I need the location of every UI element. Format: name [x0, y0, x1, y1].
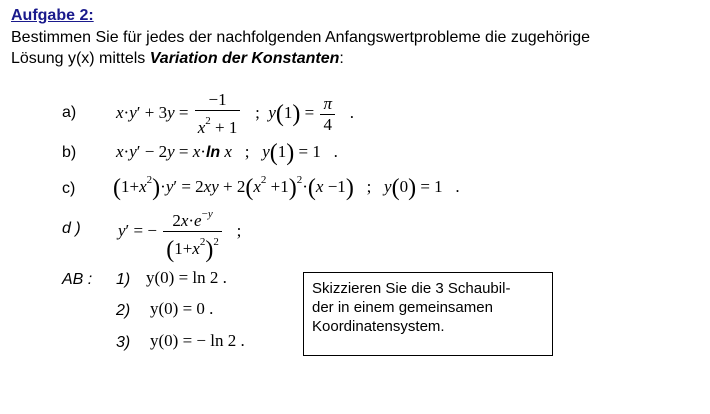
label-d: d ) — [62, 220, 81, 237]
equation-d: y′ = − $\frac{2x\cdot e^{-y}}{(1+x^2)^2}$ ; — [118, 204, 241, 260]
equation-b: x·y′ − 2y = x·ln x ; y(1) = 1 . — [116, 140, 338, 166]
ab-item-3-num: 3) — [116, 334, 131, 351]
ab-label: AB : — [62, 271, 93, 288]
task-title: Aufgabe 2: — [11, 7, 94, 24]
intro-line-1: Bestimmen Sie für jedes der nachfolgenden Anfangswertprobleme die zugehörige — [11, 29, 591, 46]
sketch-instruction-box — [303, 272, 553, 356]
method-name: Variation der Konstanten — [149, 50, 340, 67]
label-a: a) — [62, 104, 77, 121]
note-line-2: der in einem gemeinsamen — [312, 299, 493, 316]
ab-item-1: y(0) = ln 2 . — [146, 268, 227, 287]
note-line-3: Koordinatensystem. — [312, 318, 445, 335]
ab-item-3: y(0) = − ln 2 . — [150, 331, 245, 350]
equation-a: x·y′ + 3y = $\frac{-1}{x^2 + 1}$ ; y(1) = $\frac{\pi}{4}$ . — [116, 90, 355, 137]
equation-c: $(1+x^2)\cdot y' = 2xy + 2(x^2 +1)^2\cdot(x -1)$ ; y(0) = 1 . — [113, 174, 460, 201]
label-b: b) — [62, 144, 77, 161]
ab-item-1-num: 1) — [116, 271, 131, 288]
note-line-1: Skizzieren Sie die 3 Schaubil- — [312, 280, 511, 297]
ab-item-2-num: 2) — [116, 302, 131, 319]
task-description — [11, 27, 701, 69]
ab-item-2: y(0) = 0 . — [150, 299, 214, 318]
intro-line-2: Lösung y(x) mittels Variation der Konstanten: — [11, 50, 344, 67]
label-c: c) — [62, 180, 76, 197]
